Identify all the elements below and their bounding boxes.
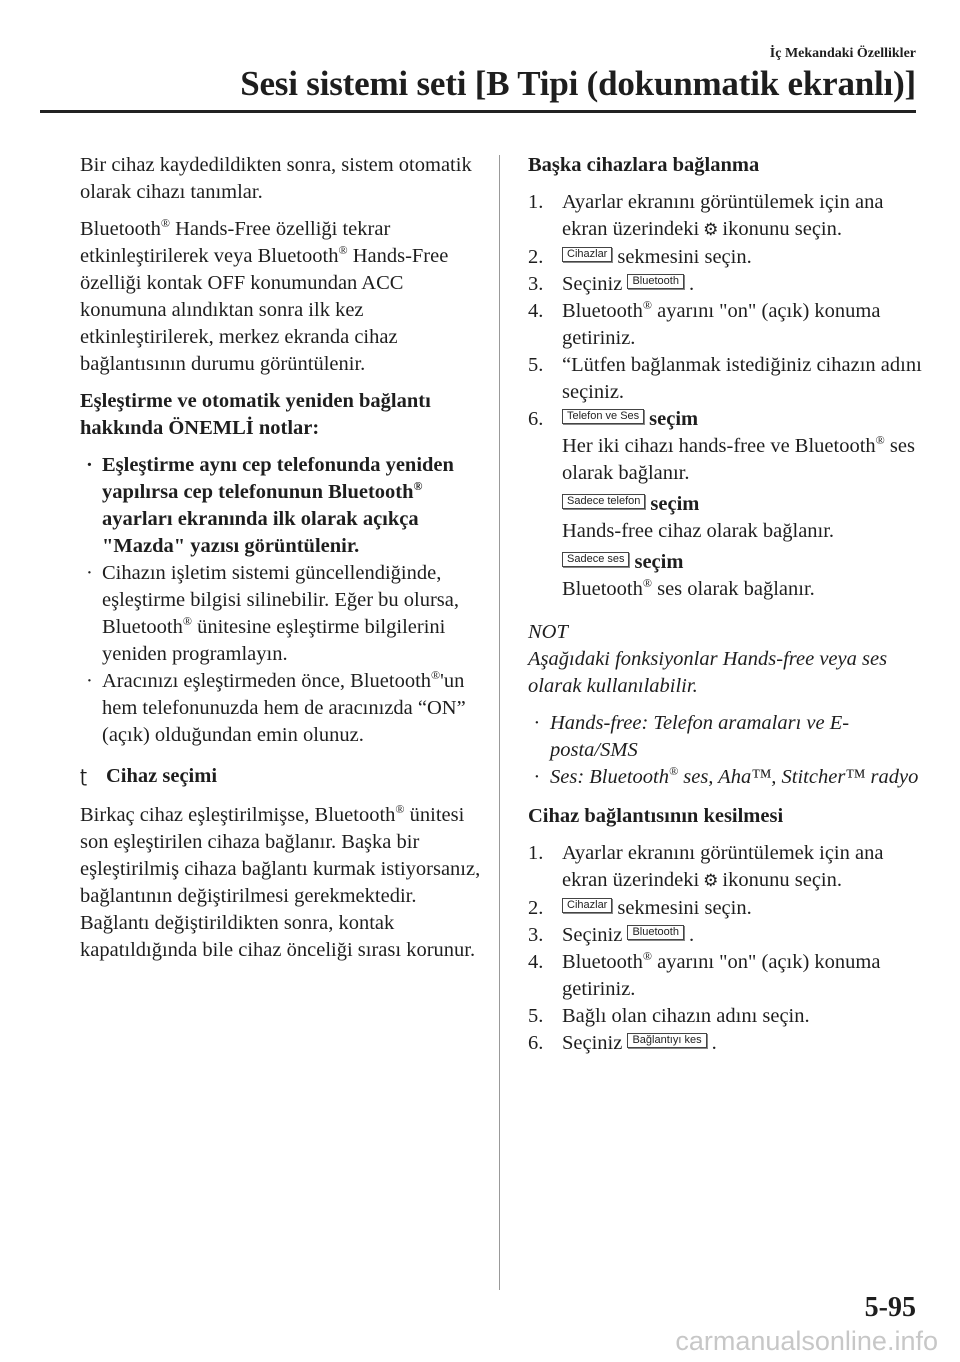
right-column: [528, 152, 928, 1069]
option-desc: Hands-free cihaz olarak bağlanır.: [562, 520, 835, 542]
important-heading: Eşleştirme ve otomatik yeniden bağlantı hakkında ÖNEMLİ notlar:: [80, 390, 431, 439]
bluetooth-button: Bluetooth: [627, 925, 683, 940]
gear-icon: ⚙: [703, 220, 719, 240]
step-item: 2. Cihazlar sekmesini seçin.: [528, 897, 752, 919]
step-item: 4. Bluetooth® ayarını "on" (açık) konuma getiriniz.: [528, 949, 881, 1000]
bluetooth-button: Bluetooth: [627, 274, 683, 289]
cihazlar-tab-button: Cihazlar: [562, 898, 612, 913]
sadece-ses-button: Sadece ses: [562, 552, 629, 567]
step-item: 6. Telefon ve Ses seçim: [528, 408, 699, 430]
note-bullet: · Hands-free: Telefon aramaları ve E-posta/SMS: [528, 710, 928, 764]
gear-icon: ⚙: [703, 871, 719, 891]
telefon-ve-ses-button: Telefon ve Ses: [562, 409, 644, 424]
option-line: Sadece telefon seçim: [562, 491, 928, 518]
step-item: 3. Seçiniz Bluetooth .: [528, 273, 695, 295]
step-item: 5. “Lütfen bağlanmak istediğiniz cihazın adını seçiniz.: [528, 354, 922, 403]
note-label: NOT: [528, 621, 568, 643]
page-title: Sesi sistemi seti [B Tipi (dokunmatik ekranlı)]: [240, 64, 916, 103]
step-item: 4. Bluetooth® ayarını "on" (açık) konuma getiriniz.: [528, 298, 881, 349]
subsection-marker-icon: ʈ: [80, 766, 88, 787]
option-descriptions: [528, 433, 928, 603]
option-desc: Bluetooth® ses olarak bağlanır.: [562, 576, 815, 600]
intro-paragraph-2: Bluetooth® Hands-Free özelliği tekrar etkinleştirilerek veya Bluetooth® Hands-Free özelliği kontak OFF konumundan ACC konumuna alındıktan sonra ilk kez etkinleştirilerek, merkez ekranda cihaz bağlantısının durumu görüntülenir.: [80, 216, 449, 375]
option-desc: Her iki cihazı hands-free ve Bluetooth® ses olarak bağlanır.: [562, 433, 915, 484]
device-selection-heading: ʈ Cihaz seçimi: [80, 763, 485, 790]
sadece-telefon-button: Sadece telefon: [562, 494, 645, 509]
disconnect-heading: Cihaz bağlantısının kesilmesi: [528, 805, 784, 827]
header-rule: [40, 110, 916, 113]
section-name: İç Mekandaki Özellikler: [769, 46, 916, 61]
option-line: Sadece ses seçim: [562, 549, 928, 576]
page-number: 5-95: [864, 1292, 916, 1323]
connect-steps: [528, 189, 928, 433]
note-text: Aşağıdaki fonksiyonlar Hands-free veya ses olarak kullanılabilir.: [528, 648, 888, 697]
step-item: 2. Cihazlar sekmesini seçin.: [528, 246, 752, 268]
intro-paragraph-1: Bir cihaz kaydedildikten sonra, sistem otomatik olarak cihazı tanımlar.: [80, 154, 472, 203]
bullet-item: · Eşleştirme aynı cep telefonunda yeniden yapılırsa cep telefonunun Bluetooth® ayarları ekranında ilk olarak açıkça "Mazda" yazısı görüntülenir.: [80, 452, 485, 560]
step-item: 5. Bağlı olan cihazın adını seçin.: [528, 1005, 810, 1027]
left-column: [80, 152, 485, 964]
baglantiyi-kes-button: Bağlantıyı kes: [627, 1033, 706, 1048]
watermark: carmanualsonline.info: [675, 1326, 938, 1356]
note-bullet: · Ses: Bluetooth® ses, Aha™, Stitcher™ radyo: [528, 764, 928, 791]
device-selection-paragraph: Birkaç cihaz eşleştirilmişse, Bluetooth® ünitesi son eşleştirilen cihaza bağlanır. Başka bir eşleştirilmiş cihaza bağlantı kurmak istiyorsanız, bağlantının değiştirilmesi gerekmektedir. Bağlantı değiştirildikten sonra, kontak kapatıldığında bile cihaz önceliği sırası korunur.: [80, 802, 481, 961]
step-item: 3. Seçiniz Bluetooth .: [528, 924, 695, 946]
step-item: 1. Ayarlar ekranını görüntülemek için ana ekran üzerindeki ⚙ ikonunu seçin.: [528, 189, 928, 244]
bullet-item: · Aracınızı eşleştirmeden önce, Bluetooth®'un hem telefonunuzda hem de aracınızda “ON” (açık) olduğundan emin olunuz.: [80, 668, 485, 749]
disconnect-steps: [528, 840, 928, 1057]
bullet-item: · Cihazın işletim sistemi güncellendiğinde, eşleştirme bilgisi silinebilir. Eğer bu olursa, Bluetooth® ünitesine eşleştirme bilgilerini yeniden programlayın.: [80, 560, 485, 668]
step-item: 6. Seçiniz Bağlantıyı kes .: [528, 1032, 717, 1054]
column-divider: [499, 155, 500, 1290]
connect-heading: Başka cihazlara bağlanma: [528, 154, 760, 176]
step-item: 1. Ayarlar ekranını görüntülemek için ana ekran üzerindeki ⚙ ikonunu seçin.: [528, 840, 928, 895]
cihazlar-tab-button: Cihazlar: [562, 247, 612, 262]
